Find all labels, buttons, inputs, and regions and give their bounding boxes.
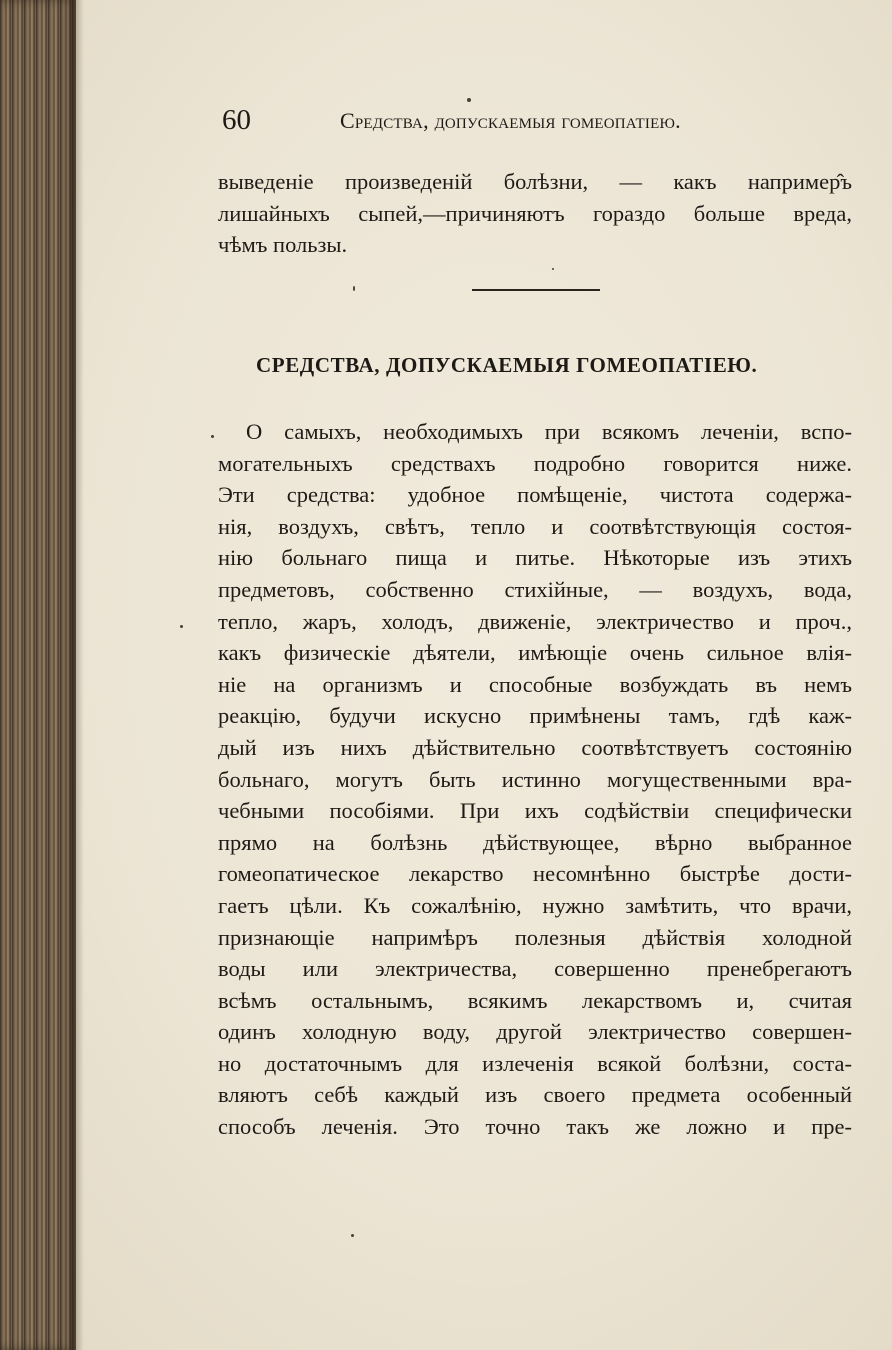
body-paragraph (218, 416, 852, 1143)
text-line: способъ леченiя. Это точно такъ же ложно и пре- (218, 1114, 852, 1140)
text-line: нiя, воздухъ, свѣтъ, тепло и соотвѣтствующiя состоя- (218, 513, 852, 539)
text-line: больнаго, могутъ быть истинно могущественными вра- (218, 766, 852, 792)
text-line: предметовъ, собственно стихiйные, — воздухъ, вода, (218, 576, 852, 602)
text-line: Эти средства: удобное помѣщенiе, чистота содержа- (218, 482, 852, 508)
text-line: выведенiе произведенiй болѣзни, — какъ например̂ъ (218, 169, 852, 194)
text-line: гомеопатическое лекарство несомнѣнно быстрѣе дости- (218, 861, 852, 887)
text-line: прямо на болѣзнь дѣйствующее, вѣрно выбранное (218, 829, 852, 855)
text-line: дый изъ нихъ дѣйствительно соотвѣтствуетъ состоянiю (218, 734, 852, 760)
book-binding-edge (0, 0, 76, 1350)
text-line: гаетъ цѣли. Къ сожалѣнiю, нужно замѣтить, что врачи, (218, 892, 852, 918)
text-line: могательныхъ средствахъ подробно говорится ниже. (218, 450, 852, 476)
binding-shadow (70, 0, 84, 1350)
page-number: 60 (222, 104, 251, 136)
text-line: чѣмъ пользы. (218, 232, 348, 258)
running-head: Средства, допускаемыя гомеопатiею. (340, 108, 681, 133)
paper-speck (351, 1234, 354, 1237)
text-line: но достаточнымъ для излеченiя всякой болѣзни, соста- (218, 1050, 852, 1076)
text-line: всѣмъ остальнымъ, всякимъ лекарствомъ и, считая (218, 987, 852, 1013)
section-divider (472, 289, 600, 291)
paper-speck (552, 268, 554, 270)
text-line: вляютъ себѣ каждый изъ своего предмета особенный (218, 1082, 852, 1108)
text-line: нiе на организмъ и способные возбуждать въ немъ (218, 671, 852, 697)
text-line: чебными пособiями. При ихъ содѣйствiи специфически (218, 798, 852, 824)
section-title: СРЕДСТВА, ДОПУСКАЕМЫЯ ГОМЕОПАТIЕЮ. (256, 353, 758, 377)
text-line: тепло, жаръ, холодъ, движенiе, электричество и проч., (218, 608, 852, 634)
text-line: реакцiю, будучи искусно примѣнены тамъ, гдѣ каж- (218, 703, 852, 729)
paper-speck (180, 625, 183, 628)
text-line: воды или электричества, совершенно пренебрегаютъ (218, 956, 852, 982)
text-line: одинъ холодную воду, другой электричество совершен- (218, 1019, 852, 1045)
text-line: О самыхъ, необходимыхъ при всякомъ леченiи, вспо- (246, 419, 852, 444)
text-line: нiю больнаго пища и питье. Нѣкоторые изъ этихъ (218, 545, 852, 571)
intro-paragraph (218, 166, 852, 261)
paper-speck (467, 98, 471, 102)
text-line: какъ физическiе дѣятели, имѣющiе очень сильное влiя- (218, 640, 852, 666)
text-line: признающiе напримѣръ полезныя дѣйствiя холодной (218, 924, 852, 950)
page-header (222, 103, 862, 139)
paper-speck (353, 286, 355, 291)
paper-speck (211, 435, 214, 438)
text-line: лишайныхъ сыпей,—причиняютъ гораздо больше вреда, (218, 200, 852, 226)
